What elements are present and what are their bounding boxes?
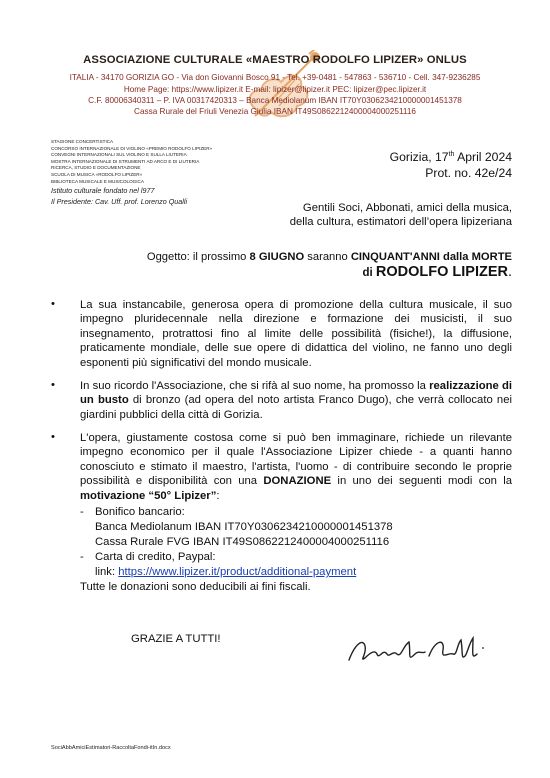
dash: - [80, 551, 84, 563]
dash: - [80, 506, 84, 518]
header-address-line: ITALIA - 34170 GORIZIA GO - Via don Giovanni Bosco 91 - Tel. +39-0481 - 547863 - 536710 - Cell. 347-9236285 [69, 73, 481, 82]
deductible-note: Tutte le donazioni sono deducibili ai fini fiscali. [80, 581, 311, 593]
founded-note: Istituto culturale fondato nel l977 [51, 186, 155, 196]
addressee-block [192, 201, 512, 230]
activity-item: SCUOLA DI MUSICA «RODOLFO LIPIZER» [51, 171, 143, 177]
activity-item: RICERCA, STUDIO E DOCUMENTAZIONE [51, 165, 141, 171]
bank-mediolanum-iban: Banca Mediolanum IBAN IT70Y0306234210000001451378 [95, 521, 393, 533]
signature-icon [345, 624, 485, 674]
activity-item: CONVEGNI INTERNAZIONALI SUL VIOLINO E SULLA LIUTERIA [51, 152, 187, 158]
bullet-dot: • [51, 379, 55, 391]
activity-item: CONCORSO INTERNAZIONALE DI VIOLINO «PREMIO RODOLFO LIPIZER» [51, 145, 213, 151]
activity-item: STAGIONE CONCERTISTICA [51, 139, 114, 144]
card-paypal-label: Carta di credito, Paypal: [95, 551, 216, 563]
bullet-dot: • [51, 431, 55, 443]
payment-link-line: link: https://www.lipizer.it/product/additional-payment [95, 566, 357, 578]
subject-line: Oggetto: il prossimo 8 GIUGNO saranno CINQUANT'ANNI dalla MORTE [146, 251, 512, 263]
letter-date: Gorizia, 17th April 2024 [389, 150, 512, 165]
subject-name-line: di RODOLFO LIPIZER. [362, 264, 512, 280]
activities-block [51, 139, 251, 207]
bullet-dot: • [51, 298, 55, 310]
date-block [390, 147, 512, 181]
addressee-line: Gentili Soci, Abbonati, amici della musica, [302, 202, 512, 214]
addressee-line: della cultura, estimatori dell’opera lipizeriana [289, 216, 512, 229]
header-contact-line: Home Page: https://www.lipizer.it E-mail: lipizer@lipizer.it PEC: lipizer@pec.lipizer.it [123, 85, 427, 94]
bullet-text: L'opera, giustamente costosa come si può ben immaginare, richiede un rilevante impegno economico per il quale l'Associazione Lipizer chiede - a quanti hanno conosciuto e stimato il maestro, l'artista, l'uomo - di contribuire secondo le proprie possibilità e disponibilità con una DONAZIONE in uno dei seguenti modi con la motivazione “50° Lipizer”: [80, 432, 512, 502]
activity-item: BIBLIOTECA MUSICALE E MUSICOLOGICA [51, 178, 144, 184]
org-name: ASSOCIAZIONE CULTURALE «MAESTRO RODOLFO LIPIZER» ONLUS [83, 54, 467, 66]
bank-cassa-rurale-iban: Cassa Rurale FVG IBAN IT49S0862212400004000251116 [95, 536, 390, 548]
activity-item: MOSTRA INTERNAZIONALE DI STRUMENTI AD ARCO E DI LIUTERIA [51, 158, 200, 164]
header-bank-line: Cassa Rurale del Friuli Venezia Giulia IBAN IT49S0862212400004000251116 [134, 107, 416, 116]
bullet-text: In suo ricordo l'Associazione, che si rifà al suo nome, ha promosso la realizzazione di un busto di bronzo (ad opera del noto artista Franco Dugo), che verrà collocato nei giardini pubblici della città di Gorizia. [80, 380, 513, 421]
president-note: Il Presidente: Cav. Uff. prof. Lorenzo Qualli [51, 196, 188, 206]
header-tax-line: C.F. 80006340311 – P. IVA 00317420313 – Banca Mediolanum IBAN IT70Y0306234210000001451378 [88, 96, 462, 105]
payment-link[interactable]: https://www.lipizer.it/product/additional-payment [118, 566, 357, 578]
bank-transfer-label: Bonifico bancario: [95, 506, 185, 518]
footer-filename: SociAbbAmiciEstimatori-RaccoltaFondi-itIn.docx [51, 745, 171, 751]
bullet-text: La sua instancabile, generosa opera di promozione della cultura musicale, il suo impegno pluridecennale nella direzione e formazione dei musicisti, il suo insegnamento, protrattosi fino al limite delle possibilità (fisiche!), la diffusione, praticamente mondiale, delle sue opere di didattica del violino, ne fanno uno degli esponenti più significativi del mondo musicale. [80, 299, 512, 369]
protocol-number: Prot. no. 42e/24 [425, 165, 512, 180]
thanks-text: GRAZIE A TUTTI! [131, 633, 221, 645]
